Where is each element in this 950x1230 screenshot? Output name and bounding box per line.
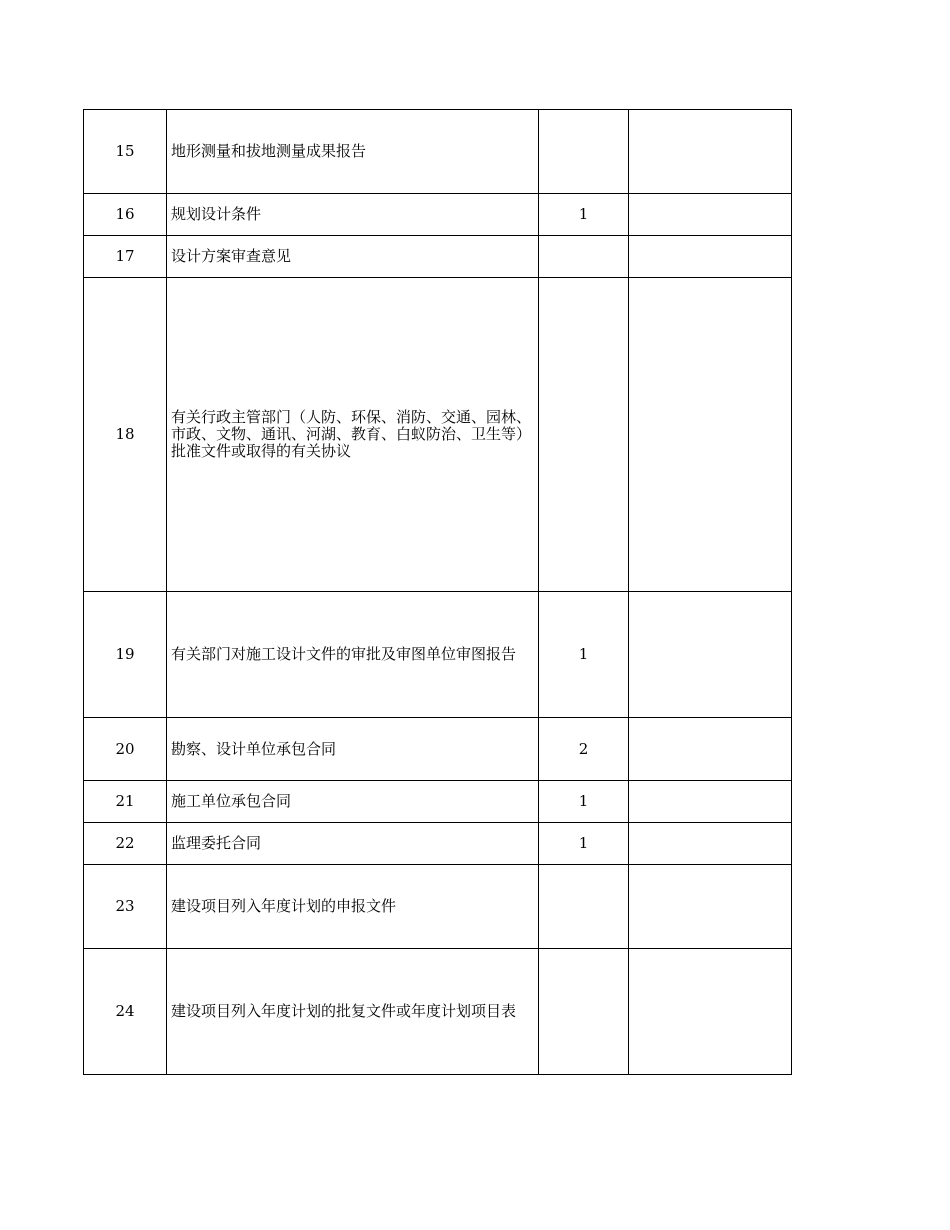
note-cell [629,823,792,865]
document-table [83,109,792,1075]
table-row [84,194,792,236]
document-name-cell: 有关部门对施工设计文件的审批及审图单位审图报告 [167,592,539,718]
row-number-cell: 16 [84,194,167,236]
table-row [84,949,792,1075]
table-row [84,110,792,194]
quantity-cell: 1 [539,823,629,865]
row-number-cell: 19 [84,592,167,718]
note-cell [629,194,792,236]
row-number-cell: 22 [84,823,167,865]
table-row [84,781,792,823]
table-row [84,718,792,781]
quantity-cell [539,949,629,1075]
note-cell [629,592,792,718]
quantity-cell: 1 [539,781,629,823]
quantity-cell [539,278,629,592]
document-name-cell: 建设项目列入年度计划的批复文件或年度计划项目表 [167,949,539,1075]
document-name-cell: 有关行政主管部门（人防、环保、消防、交通、园林、市政、文物、通讯、河湖、教育、白蚁防治、卫生等）批准文件或取得的有关协议 [167,278,539,592]
note-cell [629,781,792,823]
document-name-cell: 建设项目列入年度计划的申报文件 [167,865,539,949]
document-name-cell: 勘察、设计单位承包合同 [167,718,539,781]
document-name-cell: 规划设计条件 [167,194,539,236]
row-number-cell: 18 [84,278,167,592]
row-number-cell: 24 [84,949,167,1075]
document-name-cell: 地形测量和拔地测量成果报告 [167,110,539,194]
note-cell [629,278,792,592]
quantity-cell [539,236,629,278]
quantity-cell: 1 [539,592,629,718]
note-cell [629,110,792,194]
table-row [84,865,792,949]
document-name-cell: 施工单位承包合同 [167,781,539,823]
note-cell [629,236,792,278]
table-row [84,592,792,718]
document-name-cell: 设计方案审查意见 [167,236,539,278]
table-row [84,236,792,278]
document-name-cell: 监理委托合同 [167,823,539,865]
row-number-cell: 20 [84,718,167,781]
note-cell [629,718,792,781]
row-number-cell: 21 [84,781,167,823]
quantity-cell: 1 [539,194,629,236]
quantity-cell [539,110,629,194]
table-row [84,278,792,592]
quantity-cell: 2 [539,718,629,781]
table-row [84,823,792,865]
note-cell [629,865,792,949]
note-cell [629,949,792,1075]
row-number-cell: 15 [84,110,167,194]
quantity-cell [539,865,629,949]
row-number-cell: 17 [84,236,167,278]
row-number-cell: 23 [84,865,167,949]
